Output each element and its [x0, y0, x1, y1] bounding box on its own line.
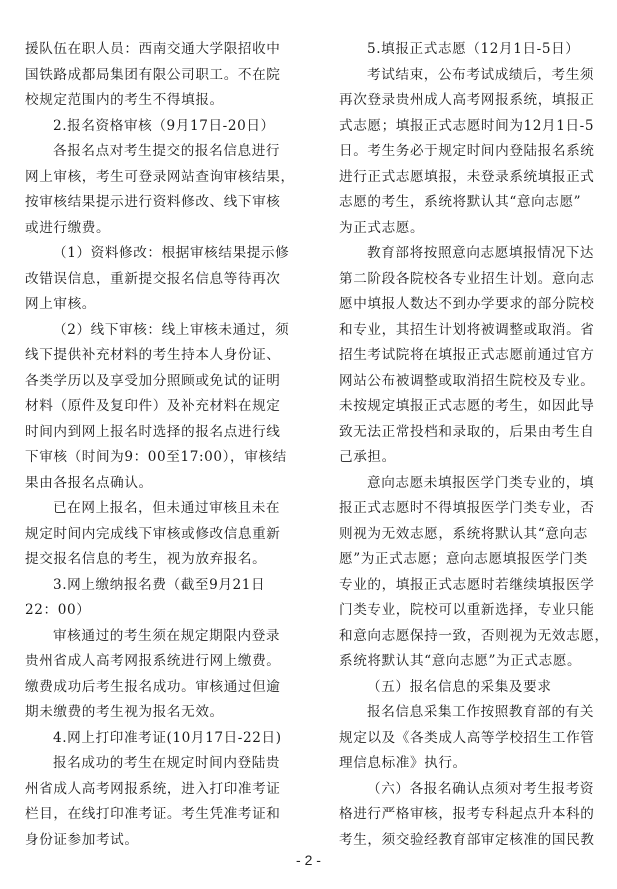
- text-line: 5.填报正式志愿（12月1日-5日）: [367, 41, 580, 57]
- text-line: 规定时间内完成线下审核或修改信息重新: [25, 525, 281, 542]
- text-line: 已在网上报名，但未通过审核且未在: [53, 500, 281, 516]
- text-line: 志愿的考生，系统将默认其“意向志愿”: [339, 194, 582, 210]
- text-line: （六）各报名确认点须对考生报考资: [367, 780, 595, 797]
- right-column: [339, 37, 609, 853]
- text-line: 4.网上打印准考证(10月17日-22日): [53, 729, 282, 746]
- text-line: 格进行严格审核，报考专科起点升本科的: [339, 806, 595, 822]
- page-number: - 2 -: [296, 852, 321, 868]
- text-line: 式志愿；填报正式志愿时间为12月1日-5: [339, 117, 595, 134]
- text-line: 日。考生务必于规定时间内登陆报名系统: [339, 143, 595, 159]
- text-line: 材料（原件及复印件）及补充材料在规定: [25, 398, 281, 414]
- text-line: 审核通过的考生须在规定期限内登录: [53, 627, 281, 644]
- text-line: 3.网上缴纳报名费（截至9月21日: [53, 576, 266, 593]
- text-line: 考试结束，公布考试成绩后，考生须: [367, 66, 595, 83]
- text-line: 教育部将按照意向志愿填报情况下达: [367, 245, 595, 261]
- text-line: 缴费成功后考生报名成功。审核通过但逾: [25, 678, 281, 695]
- text-line: 网上审核，考生可登录网站查询审核结果，: [25, 168, 295, 185]
- text-line: 州省成人高考网报系统，进入打印准考证: [25, 780, 281, 797]
- text-line: 报名信息采集工作按照教育部的有关: [367, 704, 595, 720]
- text-line: 考生，须交验经教育部审定核准的国民教: [339, 831, 595, 848]
- text-line: 提交报名信息的考生，视为放弃报名。: [25, 551, 267, 567]
- text-line: 招生考试院将在填报正式志愿前通过官方: [339, 347, 595, 363]
- text-line: 规定以及《各类成人高等学校招生工作管: [339, 729, 595, 746]
- text-line: 理信息标准》执行。: [339, 755, 467, 771]
- text-line: 报名成功的考生在规定时间内登陆贵: [53, 755, 281, 771]
- text-line: 进行正式志愿填报，未登录系统填报正式: [339, 168, 595, 185]
- text-line: 己承担。: [339, 449, 396, 465]
- text-line: 改错误信息，重新提交报名信息等待再次: [25, 270, 281, 287]
- left-column: [25, 37, 295, 853]
- text-line: 门类专业，院校可以重新选择，专业只能: [339, 602, 595, 618]
- text-line: 下审核（时间为9：00至17:00），审核结: [25, 449, 287, 465]
- text-line: 线下提供补充材料的考生持本人身份证、: [25, 347, 281, 363]
- text-line: 系统将默认其“意向志愿”为正式志愿。: [339, 653, 582, 669]
- text-line: 网上审核。: [25, 296, 96, 312]
- text-line: 按审核结果提示进行资料修改、线下审核: [25, 194, 281, 210]
- text-line: 或进行缴费。: [25, 219, 111, 236]
- text-line: 第二阶段各院校各专业招生计划。意向志: [339, 270, 595, 287]
- text-line: （1）资料修改：根据审核结果提示修: [53, 245, 290, 261]
- text-line: 则视为无效志愿，系统将默认其“意向志: [339, 525, 588, 542]
- text-line: 校规定范围内的考生不得填报。: [25, 92, 224, 108]
- text-line: 期未缴费的考生视为报名无效。: [25, 704, 224, 720]
- text-line: 和意向志愿保持一致，否则视为无效志愿，: [339, 627, 609, 644]
- text-line: 意向志愿未填报医学门类专业的，填: [367, 474, 595, 491]
- text-line: 各报名点对考生提交的报名信息进行: [53, 143, 281, 159]
- text-line: 栏目，在线打印准考证。考生凭准考证和: [25, 806, 281, 822]
- text-line: 贵州省成人高考网报系统进行网上缴费。: [25, 653, 281, 669]
- text-line: 专业的，填报正式志愿时若继续填报医学: [339, 576, 595, 593]
- text-line: 再次登录贵州成人高考网报系统，填报正: [339, 92, 595, 108]
- text-line: 愿”为正式志愿；意向志愿填报医学门类: [339, 551, 588, 567]
- text-line: 致无法正常投档和录取的，后果由考生自: [339, 423, 595, 440]
- text-line: 22：00）: [25, 602, 91, 618]
- text-line: 2.报名资格审核（9月17日-20日）: [53, 117, 275, 134]
- text-line: 身份证参加考试。: [25, 831, 139, 848]
- text-line: 未按规定填报正式志愿的考生，如因此导: [339, 398, 595, 414]
- text-line: 愿中填报人数达不到办学要求的部分院校: [339, 296, 595, 312]
- text-line: 和专业，其招生计划将被调整或取消。省: [339, 321, 595, 338]
- right-column-wrap: [307, 0, 617, 889]
- text-line: 报正式志愿时不得填报医学门类专业，否: [339, 500, 595, 516]
- text-line: 果由各报名点确认。: [25, 474, 153, 491]
- text-line: 为正式志愿。: [339, 219, 425, 236]
- text-line: 时间内到网上报名时选择的报名点进行线: [25, 423, 281, 440]
- text-line: （2）线下审核：线上审核未通过，须: [53, 321, 290, 338]
- text-line: （五）报名信息的采集及要求: [367, 678, 552, 695]
- text-line: 援队伍在职人员：西南交通大学限招收中: [25, 41, 281, 57]
- text-line: 各类学历以及享受加分照顾或免试的证明: [25, 372, 281, 389]
- text-line: 国铁路成都局集团有限公司职工。不在院: [25, 66, 281, 83]
- text-line: 网站公布被调整或取消招生院校及专业。: [339, 372, 595, 389]
